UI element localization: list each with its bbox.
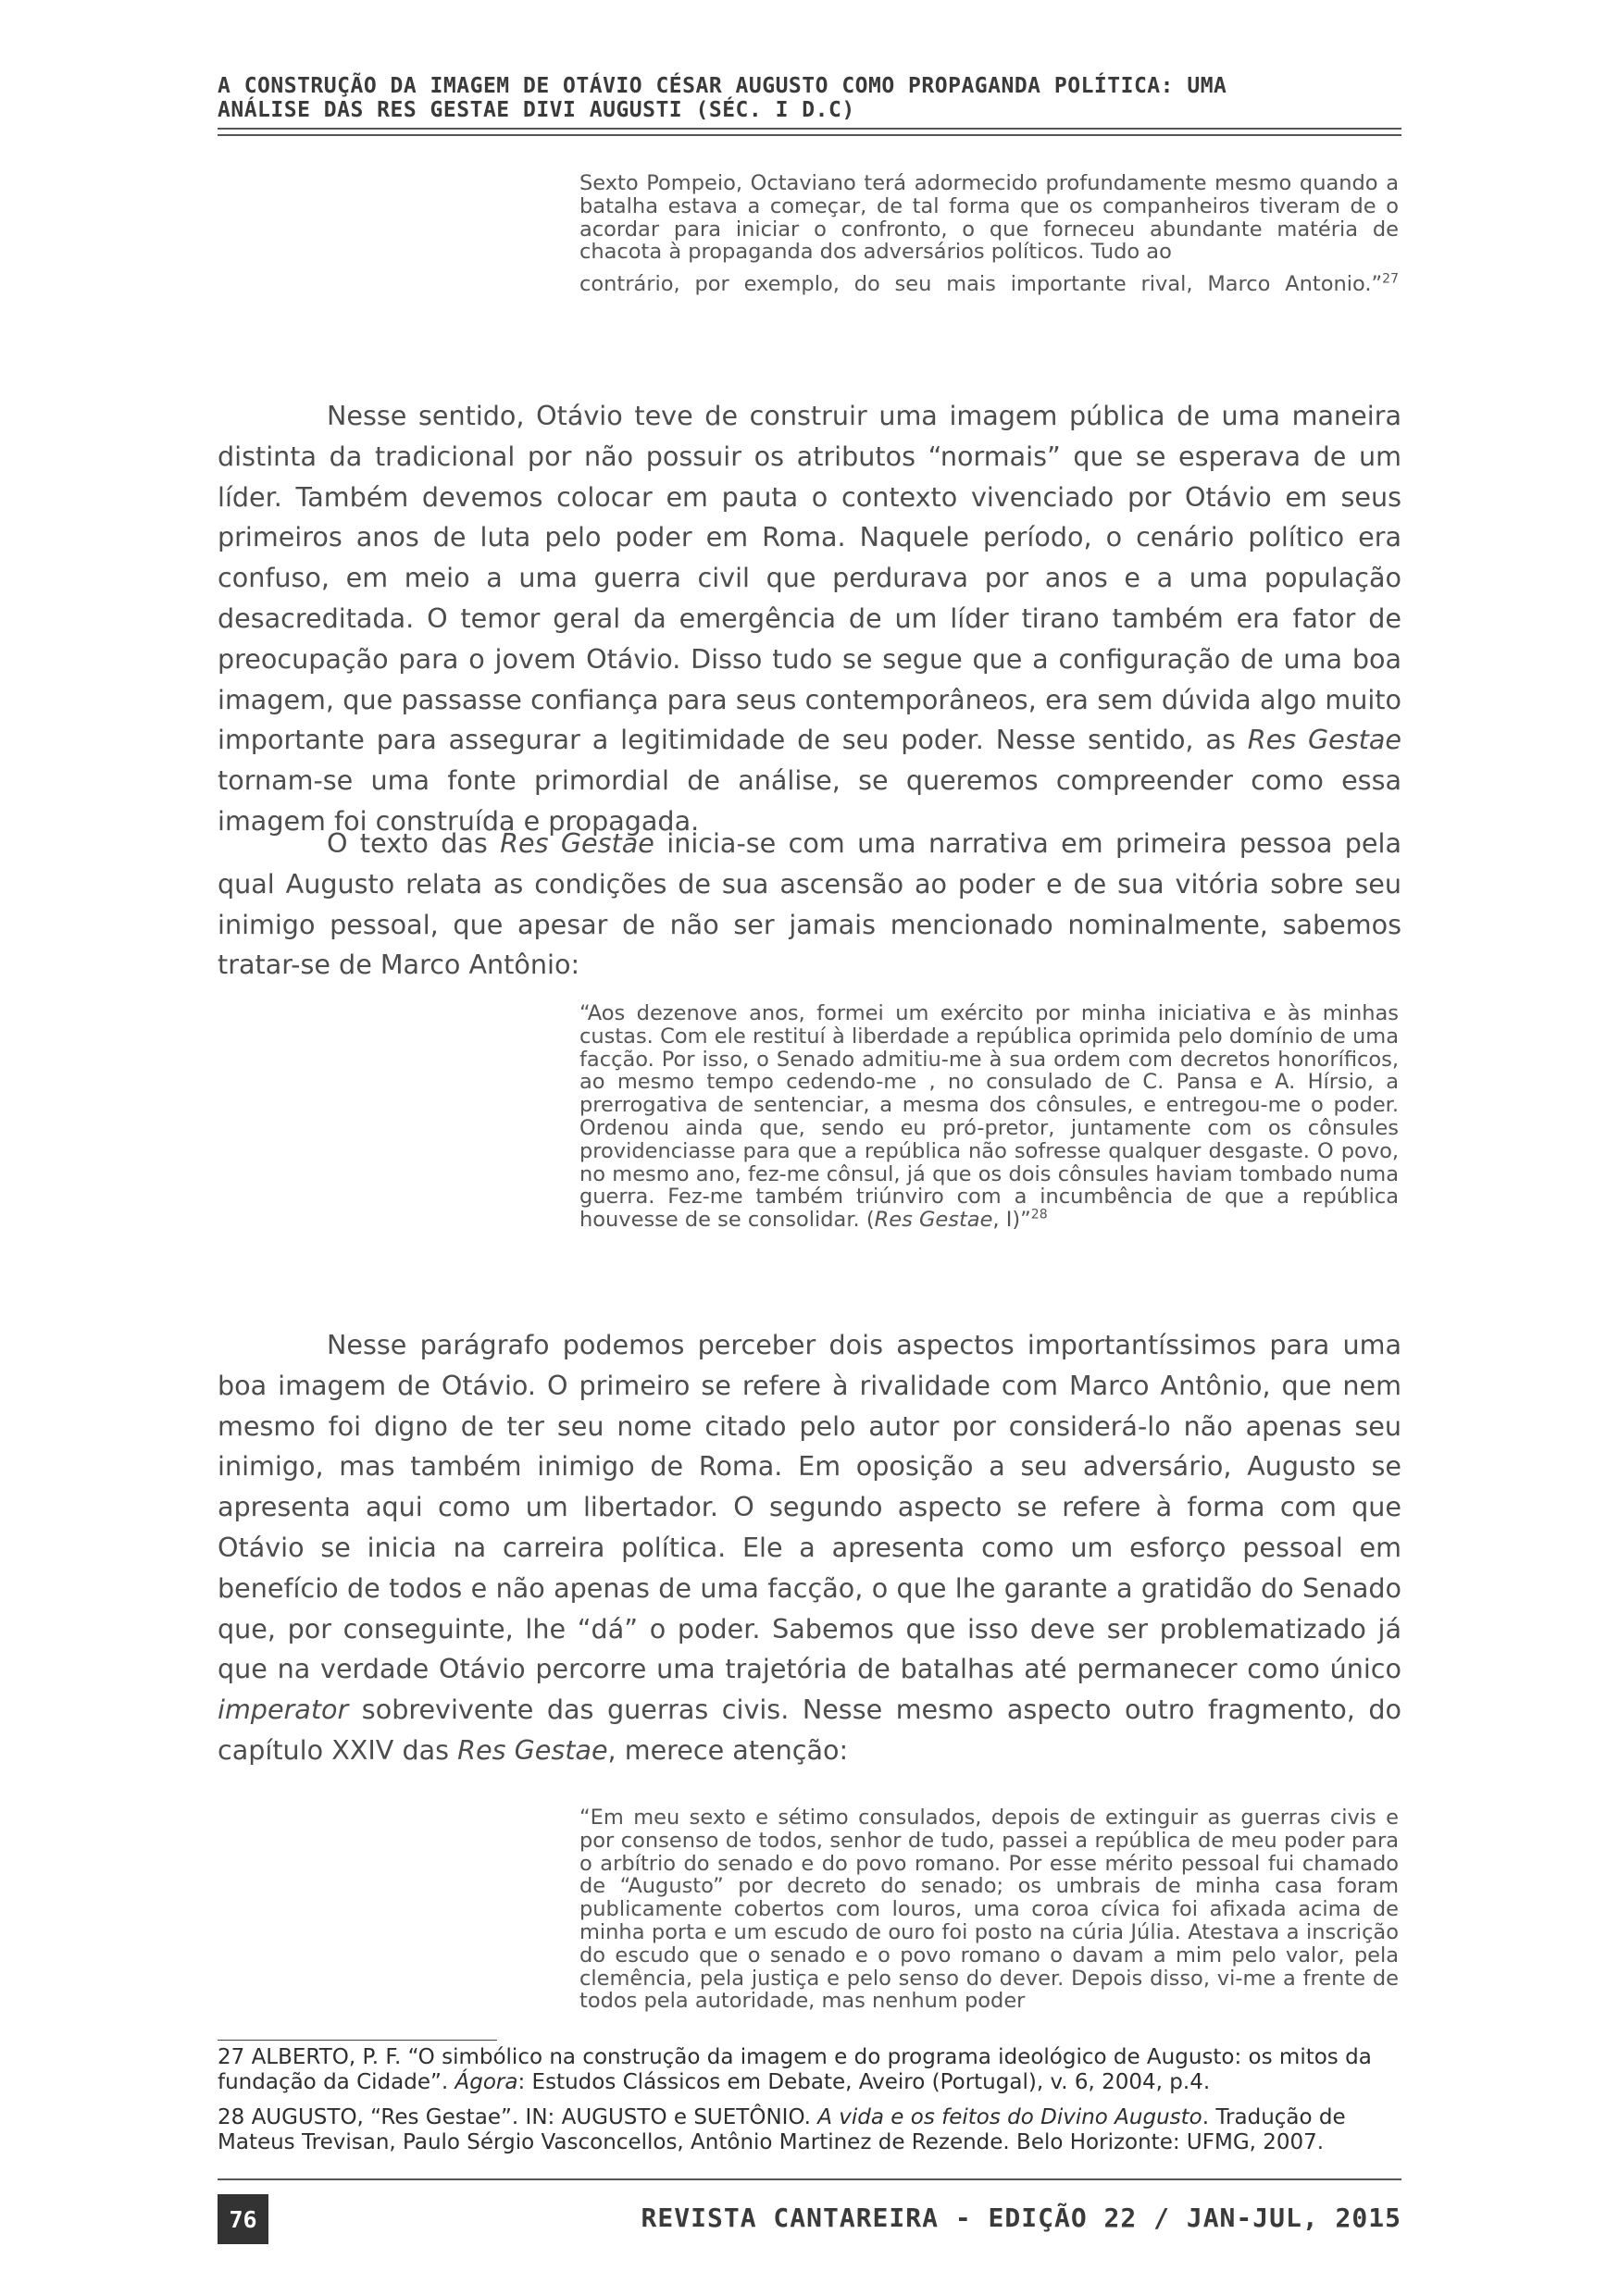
footnote-28-text-b: . Tradução de Mateus Trevisan, Paulo Sérgio Vasconcellos, Antônio Martinez de Rezende. Belo Horizonte: UFMG, 2007. bbox=[218, 2105, 1346, 2154]
paragraph-2-emphasis: Res Gestae bbox=[500, 827, 654, 859]
quote-1-text: Sexto Pompeio, Octaviano terá adormecido profundamente mesmo quando a batalha estava a começar, de tal forma que os companheiros tiveram de o acordar para iniciar o confronto, o que forneceu abundante matéria de chacota à propaganda dos adversários políticos. Tudo ao bbox=[579, 171, 1399, 265]
footnote-27 bbox=[218, 2045, 1402, 2095]
block-quote-3 bbox=[579, 1806, 1399, 2013]
paragraph-1-text-b: tornam-se uma fonte primordial de análise, se queremos compreender como essa imagem foi construída e propagada. bbox=[218, 764, 1401, 837]
footer-rule bbox=[218, 2178, 1401, 2180]
footnote-ref-28[interactable]: 28 bbox=[1030, 1207, 1048, 1222]
quote-2-emphasis: Res Gestae bbox=[874, 1208, 993, 1233]
running-head bbox=[218, 74, 1402, 122]
running-head-line-1: A CONSTRUÇÃO DA IMAGEM DE OTÁVIO CÉSAR AUGUSTO COMO PROPAGANDA POLÍTICA: UMA bbox=[218, 74, 1227, 98]
footnote-28 bbox=[218, 2105, 1402, 2155]
footnote-27-text-b: : Estudos Clássicos em Debate, Aveiro (Portugal), v. 6, 2004, p.4. bbox=[517, 2070, 1211, 2094]
paragraph-2 bbox=[218, 824, 1401, 986]
paragraph-1 bbox=[218, 396, 1401, 842]
paragraph-3-emphasis-1: imperator bbox=[218, 1694, 349, 1726]
running-head-line-2: ANÁLISE DAS RES GESTAE DIVI AUGUSTI (SÉC. I D.C) bbox=[218, 98, 855, 122]
paragraph-2-text-b: inicia-se com uma narrativa em primeira pessoa pela qual Augusto relata as condições de sua ascensão ao poder e de sua vitória sobre seu inimigo pessoal, que apesar de não ser jamais mencionado nominalmente, sabemos tratar-se de Marco Antônio: bbox=[218, 827, 1401, 981]
paragraph-2-text-a: O texto das bbox=[327, 827, 501, 859]
header-rule-top bbox=[218, 128, 1401, 130]
footnote-28-text-a: 28 AUGUSTO, “Res Gestae”. IN: AUGUSTO e SUETÔNIO. bbox=[218, 2105, 818, 2129]
paragraph-3 bbox=[218, 1325, 1401, 1771]
paragraph-1-text-a: Nesse sentido, Otávio teve de construir uma imagem pública de uma maneira distinta da tradicional por não possuir os atributos “normais” que se esperava de um líder. Também devemos colocar em pauta o contexto vivenciado por Otávio em seus primeiros anos de luta pelo poder em Roma. Naquele período, o cenário político era confuso, em meio a uma guerra civil que perdurava por anos e a uma população desacreditada. O temor geral da emergência de um líder tirano também era fator de preocupação para o jovem Otávio. Disso tudo se segue que a configuração de uma boa imagem, que passasse confiança para seus contemporâneos, era sem dúvida algo muito importante para assegurar a legitimidade de seu poder. Nesse sentido, as bbox=[218, 400, 1401, 756]
block-quote-1 bbox=[579, 172, 1399, 296]
quote-2-tail: , I)” bbox=[992, 1208, 1031, 1233]
paragraph-3-text-b: sobrevivente das guerras civis. Nesse mesmo aspecto outro fragmento, do capítulo XXIV das bbox=[218, 1694, 1401, 1766]
footnote-27-emphasis: Ágora bbox=[455, 2070, 518, 2094]
quote-1-last-text: contrário, por exemplo, do seu mais importante rival, Marco Antonio.” bbox=[579, 272, 1383, 297]
footnote-rule bbox=[218, 2040, 497, 2041]
block-quote-2 bbox=[579, 1002, 1399, 1232]
paragraph-3-text-c: , merece atenção: bbox=[607, 1733, 849, 1766]
footnote-28-emphasis: A vida e os feitos do Divino Augusto bbox=[817, 2105, 1202, 2129]
paragraph-3-emphasis-2: Res Gestae bbox=[457, 1733, 608, 1766]
quote-2-text: “Aos dezenove anos, formei um exército por minha iniciativa e às minhas custas. Com ele restituí à liberdade a república oprimida pelo domínio de uma facção. Por isso, o Senado admitiu-me à sua ordem com decretos honoríficos, ao mesmo tempo cedendo-me , no consulado de C. Pansa e A. Hírsio, a prerrogativa de sentenciar, a mesma dos cônsules, e entregou-me o poder. Ordenou ainda que, sendo eu pró-pretor, juntamente com os cônsules providenciasse para que a república não sofresse qualquer desgaste. O povo, no mesmo ano, fez-me cônsul, já que os dois cônsules haviam tombado numa guerra. Fez-me também triúnviro com a incumbência de que a república houvesse de se consolidar. ( bbox=[579, 1001, 1399, 1233]
paragraph-1-emphasis: Res Gestae bbox=[1247, 724, 1401, 756]
header-rule-bottom bbox=[218, 134, 1401, 136]
paragraph-3-text-a: Nesse parágrafo podemos perceber dois aspectos importantíssimos para uma boa imagem de Otávio. O primeiro se refere à rivalidade com Marco Antônio, que nem mesmo foi digno de ter seu nome citado pelo autor por considerá-lo não apenas seu inimigo, mas também inimigo de Roma. Em oposição a seu adversário, Augusto se apresenta aqui como um libertador. O segundo aspecto se refere à forma com que Otávio se inicia na carreira política. Ele a apresenta como um esforço pessoal em benefício de todos e não apenas de uma facção, o que lhe garante a gratidão do Senado que, por conseguinte, lhe “dá” o poder. Sabemos que isso deve ser problematizado já que na verdade Otávio percorre uma trajetória de batalhas até permanecer como único bbox=[218, 1329, 1401, 1685]
journal-name: REVISTA CANTAREIRA - EDIÇÃO 22 / JAN-JUL, 2015 bbox=[641, 2203, 1401, 2233]
quote-3-text: “Em meu sexto e sétimo consulados, depois de extinguir as guerras civis e por consenso de todos, senhor de tudo, passei a república de meu poder para o arbítrio do senado e do povo romano. Por esse mérito pessoal fui chamado de “Augusto” por decreto do senado; os umbrais de minha casa foram publicamente cobertos com louros, uma coroa cívica foi afixada acima de minha porta e um escudo de ouro foi posto na cúria Júlia. Atestava a inscrição do escudo que o senado e o povo romano o davam a mim pelo valor, pela clemência, pela justiça e pelo senso do dever. Depois disso, vi-me a frente de todos pela autoridade, mas nenhum poder bbox=[579, 1806, 1399, 2014]
footnote-27-text-a: 27 ALBERTO, P. F. “O simbólico na construção da imagem e do programa ideológico de Augusto: os mitos da fundação da Cidade”. bbox=[218, 2045, 1372, 2094]
quote-1-last-line bbox=[579, 273, 1399, 296]
footnote-ref-27[interactable]: 27 bbox=[1382, 271, 1399, 287]
page-number: 76 bbox=[218, 2194, 268, 2244]
